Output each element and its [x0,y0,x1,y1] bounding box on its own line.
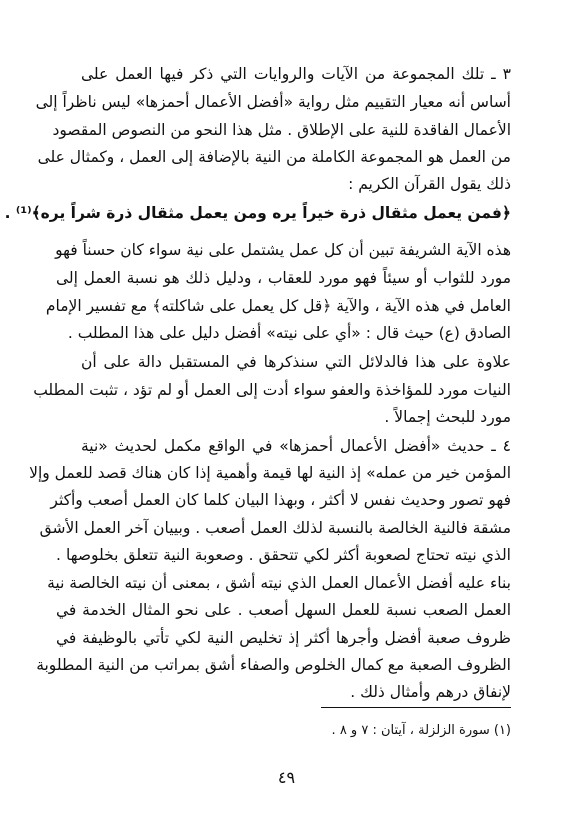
text-line: المؤمن خير من عمله» إذ النية لها قيمة وأهمية إذا كان هناك قصد للعمل وإلا [29,464,511,482]
text-line: العمل الصعب نسبة للعمل السهل أصعب . على نحو المثال الخدمة في [56,601,511,619]
text-line: أساس أنه معيار التقييم مثل رواية «أفضل الأعمال أحمزها» ليس ناظراً إلى [35,93,511,111]
text-line: العامل في هذه الآية ، والآية ﴿قل كل يعمل على شاكلته﴾ مع تفسير الإمام [45,297,511,315]
text-line: ذلك يقول القرآن الكريم : [348,175,511,193]
text-line: ظروف صعبة أفضل وأجرها أكثر إذ تخليص النية لكي تأتي بالوظيفة في [56,629,511,647]
footnote-divider [321,707,511,708]
text-line: النيات مورد للمؤاخذة والعفو سواء أدت إلى العمل أو لم تؤد ، تثبت المطلب [33,381,511,399]
text-line: ٤ ـ حديث «أفضل الأعمال أحمزها» في الواقع مكمل لحديث «نية [81,437,511,455]
text-line: الصادق (ع) حيث قال : «أي على نيته» أفضل دليل على هذا المطلب . [67,324,511,342]
text-line: الذي نيته تحتاج لصعوبة أكثر لكي تتحقق . وصعوبة النية تتعلق بخلوصها . [56,546,511,564]
quran-verse: ﴿فمن يعمل مثقال ذرة خيراً يره ومن يعمل مثقال ذرة شراً يره﴾⁽¹⁾ . [4,204,511,222]
text-line: علاوة على هذا فالدلائل التي سنذكرها في المستقبل دالة على أن [81,353,511,371]
page-number: ٤٩ [277,768,296,787]
text-line: الظروف الصعبة مع كمال الخلوص والصفاء أشق بمراتب من النية المطلوبة [36,656,511,674]
text-line: ٣ ـ تلك المجموعة من الآيات والروايات التي ذكر فيها العمل على [81,65,511,83]
text-line: فهو تصور وحديث نفس لا أكثر ، وبهذا البيان كلما كان العمل أصعب وأكثر [50,491,511,509]
text-line: مورد للبحث إجمالاً . [384,408,511,426]
text-line: لإنفاق درهم وأمثال ذلك . [350,683,511,701]
text-line: الأعمال الفاقدة للنية على الإطلاق . مثل هذا النحو من النصوص المقصود [52,121,511,139]
text-line: هذه الآية الشريفة تبين أن كل عمل يشتمل على نية سواء كان حسناً فهو [55,241,511,259]
text-line: مورد للثواب أو سيئاً فهو مورد للعقاب ، ودليل ذلك هو نسبة العمل إلى [56,269,511,287]
text-line: بناء عليه أفضل الأعمال العمل الذي نيته أشق ، بمعنى أن نيته الخالصة نية [47,574,511,592]
text-line: من العمل هو المجموعة الكاملة من النية بالإضافة إلى العمل ، وكمثال على [37,148,511,166]
footnote: (١) سورة الزلزلة ، آيتان : ٧ و ٨ . [331,723,511,738]
text-line: مشقة فالنية الخالصة بالنسبة لذلك العمل أصعب . وبييان آخر العمل الأشق [39,519,511,537]
